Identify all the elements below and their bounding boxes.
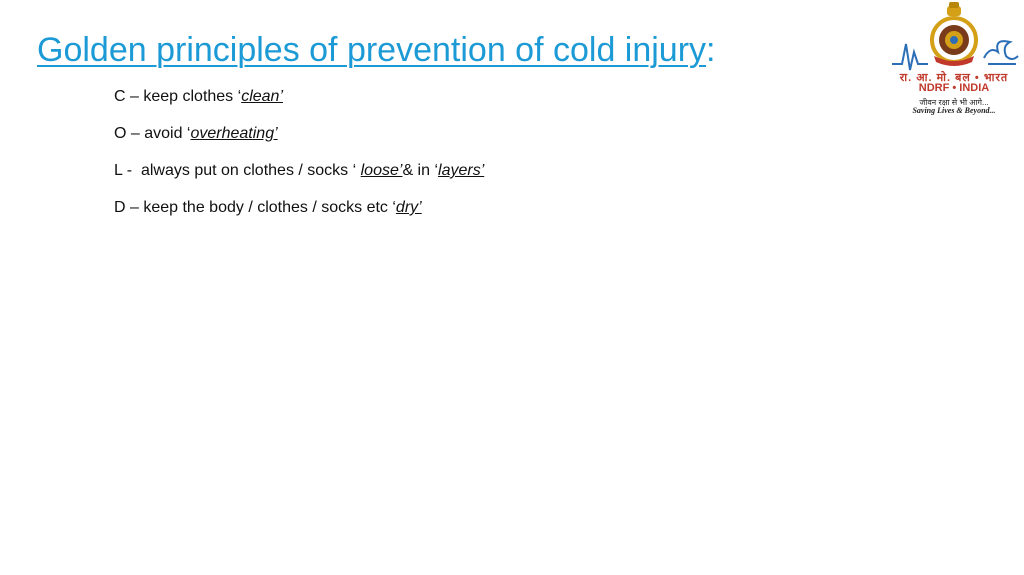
- line-prefix: L - always put on clothes / socks ‘: [114, 162, 361, 179]
- line-emphasis: clean’: [241, 88, 283, 105]
- title-text: Golden principles of prevention of cold injury: [37, 31, 707, 69]
- logo-hindi-name: रा. आ. मो. बल • भारत: [899, 72, 1009, 84]
- slide-title: [37, 28, 716, 72]
- ndrf-emblem-icon: [888, 0, 1020, 72]
- list-item: [114, 123, 484, 145]
- list-item: [114, 197, 484, 219]
- line-prefix: O – avoid ‘: [114, 125, 191, 142]
- list-item: [114, 160, 484, 182]
- list-item: [114, 86, 484, 108]
- line-prefix: D – keep the body / clothes / socks etc ‘: [114, 199, 396, 216]
- line-emphasis: overheating’: [190, 125, 278, 142]
- ndrf-logo: [888, 0, 1020, 118]
- line-middle: & in ‘: [402, 162, 439, 179]
- line-emphasis: loose’: [360, 162, 403, 179]
- line-prefix: C – keep clothes ‘: [114, 88, 242, 105]
- line-emphasis: dry’: [395, 199, 422, 216]
- principles-list: [114, 86, 484, 234]
- line-emphasis-2: layers’: [438, 162, 485, 179]
- logo-tagline-hindi: जीवन रक्षा से भी आगे...: [919, 98, 989, 107]
- logo-tagline: Saving Lives & Beyond...: [912, 106, 996, 115]
- logo-name: NDRF • INDIA: [918, 82, 990, 94]
- title-colon: :: [706, 31, 716, 69]
